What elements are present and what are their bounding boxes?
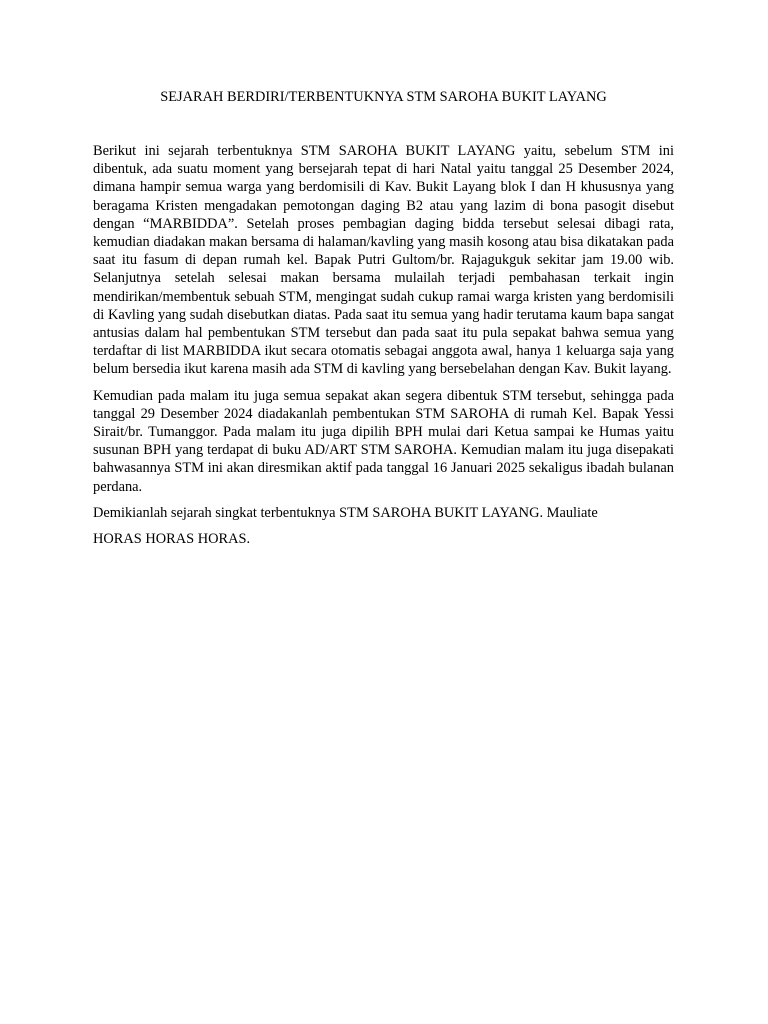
document-body [93, 142, 674, 556]
paragraph-greeting: HORAS HORAS HORAS. [93, 531, 251, 548]
paragraph-closing: Demikianlah sejarah singkat terbentuknya STM SAROHA BUKIT LAYANG. Mauliate [93, 504, 598, 521]
paragraph-formation: Kemudian pada malam itu juga semua sepakat akan segera dibentuk STM tersebut, sehingga pada tanggal 29 Desember 2024 diadakanlah pembentukan STM SAROHA di rumah Kel. Bapak Yessi Sirait/br. Tumanggor. Pada malam itu juga dipilih BPH mulai dari Ketua sampai ke Humas yaitu susunan BPH yang terdapat di buku AD/ART STM SAROHA. Kemudian malam itu juga disepakati bahwasannya STM ini akan diresmikan aktif pada tanggal 16 Januari 2025 sekaligus ibadah bulanan perdana. [93, 387, 674, 495]
document-title: SEJARAH BERDIRI/TERBENTUKNYA STM SAROHA BUKIT LAYANG [160, 89, 607, 105]
paragraph-history: Berikut ini sejarah terbentuknya STM SAROHA BUKIT LAYANG yaitu, sebelum STM ini dibentuk, ada suatu moment yang bersejarah tepat di hari Natal yaitu tanggal 25 Desember 2024, dimana hampir semua warga yang berdomisili di Kav. Bukit Layang blok I dan H khususnya yang beragama Kristen mengadakan pemotongan daging B2 atau yang lazim di bona pasogit disebut dengan “MARBIDDA”. Setelah proses pembagian daging bidda tersebut selesai dibagi rata, kemudian diadakan makan bersama di halaman/kavling yang masih kosong atau bisa dikatakan pada saat itu fasum di depan rumah kel. Bapak Putri Gultom/br. Rajagukguk sekitar jam 19.00 wib. Selanjutnya setelah selesai makan bersama mulailah terjadi pembahasan terkait ingin mendirikan/membentuk sebuah STM, mengingat sudah cukup ramai warga kristen yang berdomisili di Kavling yang sudah disebutkan diatas. Pada saat itu semua yang hadir terutama kaum bapa sangat antusias dalam hal pembentukan STM tersebut dan pada saat itu pula sepakat bahwa semua yang terdaftar di list MARBIDDA ikut secara otomatis sebagai anggota awal, hanya 1 keluarga saja yang belum bersedia ikut karena masih ada STM di kavling yang bersebelahan dengan Kav. Bukit layang. [93, 143, 674, 378]
